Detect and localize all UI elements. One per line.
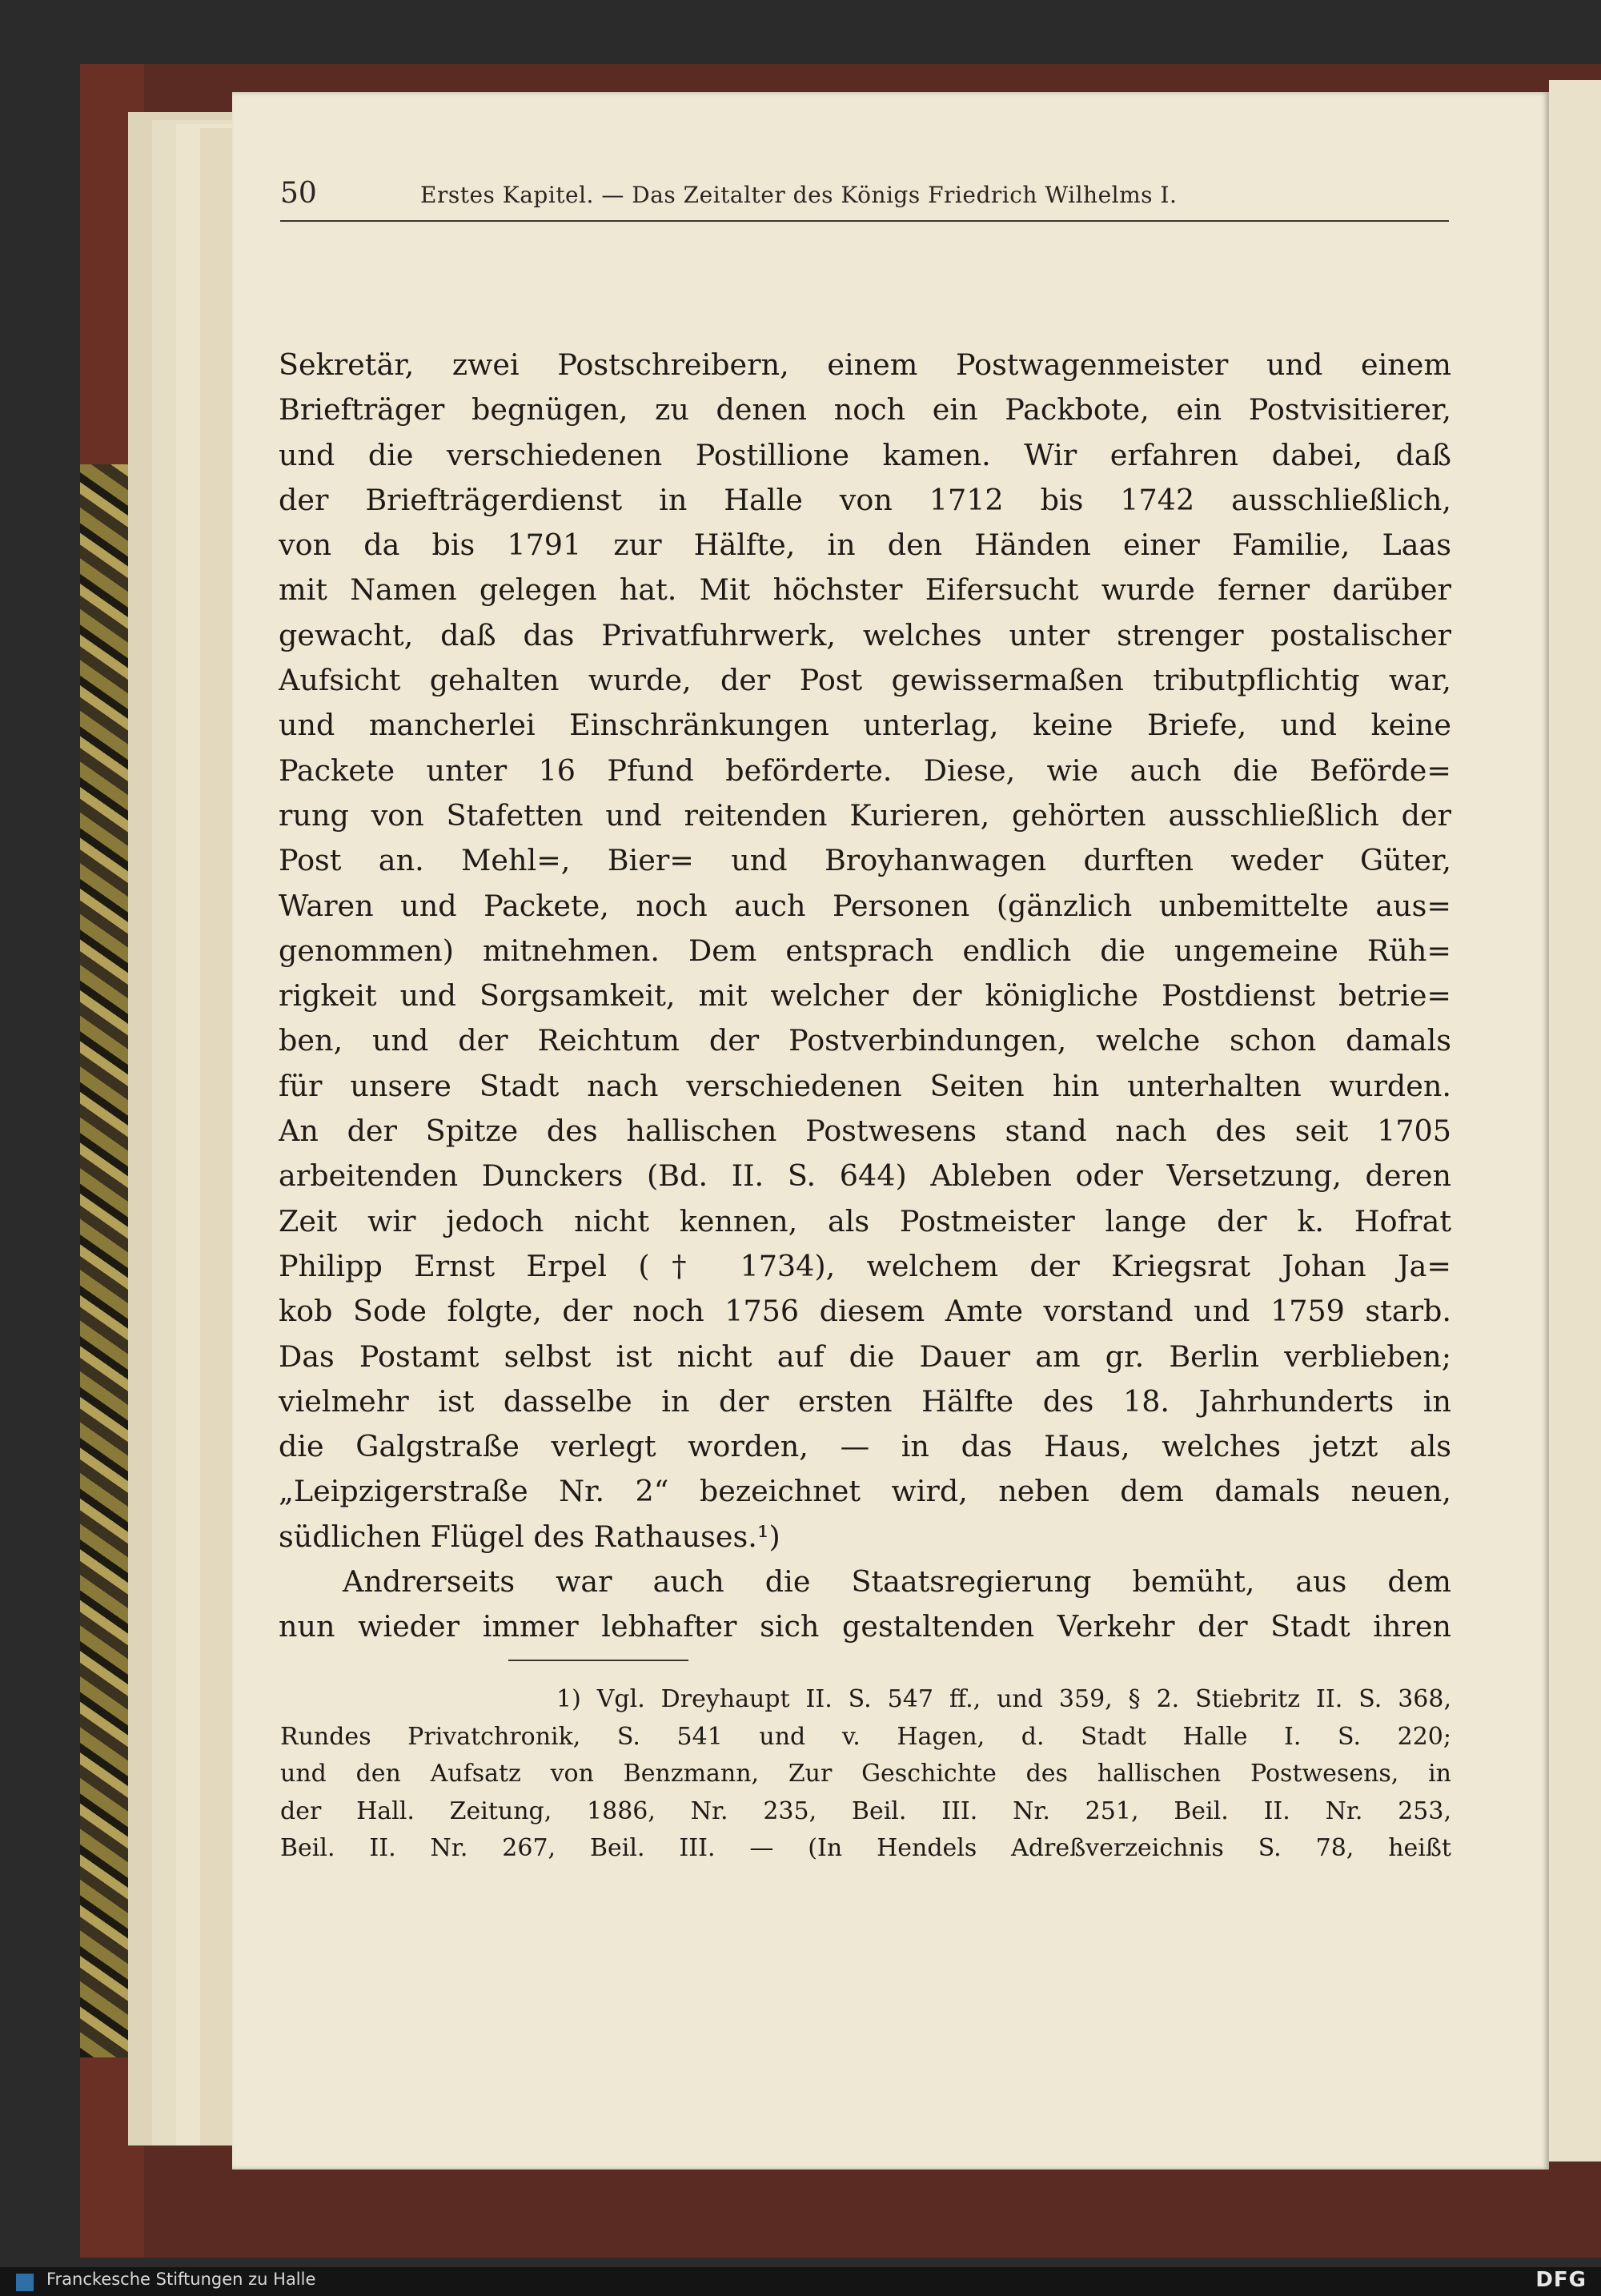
text-line: rigkeit und Sorgsamkeit, mit welcher der königliche Postdienst betrie= xyxy=(279,978,1451,1014)
text-line: genommen) mitnehmen. Dem entsprach endlich die ungemeine Rüh= xyxy=(279,933,1451,968)
text-line: An der Spitze des hallischen Postwesens stand nach des seit 1705 xyxy=(279,1114,1451,1149)
text-line: für unsere Stadt nach verschiedenen Seiten hin unterhalten wurden. xyxy=(279,1068,1451,1103)
footnote-line: 1) Vgl. Dreyhaupt II. S. 547 ff., und 359, § 2. Stiebritz II. S. 368, xyxy=(556,1685,1451,1713)
text-line: rung von Stafetten und reitenden Kurieren, gehörten ausschließlich der xyxy=(279,797,1451,833)
institution-logo-icon xyxy=(16,2274,34,2291)
running-head: Erstes Kapitel. — Das Zeitalter des Königs Friedrich Wilhelms I. xyxy=(420,182,1178,208)
text-line: „Leipzigerstraße Nr. 2“ bezeichnet wird, neben dem damals neuen, xyxy=(279,1474,1451,1509)
text-line: Sekretär, zwei Postschreibern, einem Postwagenmeister und einem xyxy=(279,347,1451,382)
footnote-line: Beil. II. Nr. 267, Beil. III. — (In Hendels Adreßverzeichnis S. 78, heißt xyxy=(280,1834,1451,1862)
text-line: Zeit wir jedoch nicht kennen, als Postmeister lange der k. Hofrat xyxy=(279,1203,1451,1238)
page-header xyxy=(280,172,1449,222)
institution-name: Franckesche Stiftungen zu Halle xyxy=(46,2270,316,2289)
text-line: Aufsicht gehalten wurde, der Post gewissermaßen tributpflichtig war, xyxy=(279,663,1451,698)
text-line: von da bis 1791 zur Hälfte, in den Händen einer Familie, Laas xyxy=(279,528,1451,563)
dfg-logo: DFG xyxy=(1535,2268,1587,2292)
text-line: Packete unter 16 Pfund beförderte. Diese, wie auch die Beförde= xyxy=(279,753,1451,788)
text-line: und die verschiedenen Postillione kamen. Wir erfahren dabei, daß xyxy=(279,437,1451,472)
next-page-edge xyxy=(1549,80,1601,2162)
footnote-line: und den Aufsatz von Benzmann, Zur Geschichte des hallischen Postwesens, in xyxy=(280,1760,1451,1788)
text-line: arbeitenden Dunckers (Bd. II. S. 644) Ableben oder Versetzung, deren xyxy=(279,1158,1451,1194)
text-line: Briefträger begnügen, zu denen noch ein Packbote, ein Postvisitierer, xyxy=(279,392,1451,427)
body-text xyxy=(279,343,1451,1650)
text-line: nun wieder immer lebhafter sich gestaltenden Verkehr der Stadt ihren xyxy=(279,1609,1451,1644)
text-line: vielmehr ist dasselbe in der ersten Hälfte des 18. Jahrhunderts in xyxy=(279,1383,1451,1419)
footnote-rule xyxy=(508,1660,688,1661)
text-line: Das Postamt selbst ist nicht auf die Dauer am gr. Berlin verblieben; xyxy=(279,1339,1451,1374)
text-line: und mancherlei Einschränkungen unterlag, keine Briefe, und keine xyxy=(279,708,1451,743)
text-line: Post an. Mehl=, Bier= und Broyhanwagen durften weder Güter, xyxy=(279,843,1451,878)
text-line: der Briefträgerdienst in Halle von 1712 bis 1742 ausschließlich, xyxy=(279,482,1451,517)
text-line: südlichen Flügel des Rathauses.¹) xyxy=(279,1519,780,1554)
text-line: die Galgstraße verlegt worden, — in das Haus, welches jetzt als xyxy=(279,1429,1451,1464)
footnote-line: der Hall. Zeitung, 1886, Nr. 235, Beil. III. Nr. 251, Beil. II. Nr. 253, xyxy=(280,1796,1451,1825)
text-line: Philipp Ernst Erpel († 1734), welchem der Kriegsrat Johan Ja= xyxy=(279,1248,1451,1283)
text-line: ben, und der Reichtum der Postverbindungen, welche schon damals xyxy=(279,1023,1451,1058)
footnotes xyxy=(280,1681,1451,1868)
text-line: kob Sode folgte, der noch 1756 diesem Amte vorstand und 1759 starb. xyxy=(279,1294,1451,1329)
text-line: Andrerseits war auch die Staatsregierung bemüht, aus dem xyxy=(343,1564,1451,1600)
page-number: 50 xyxy=(280,177,317,210)
footnote-line: Rundes Privatchronik, S. 541 und v. Hagen, d. Stadt Halle I. S. 220; xyxy=(280,1722,1451,1751)
text-line: mit Namen gelegen hat. Mit höchster Eifersucht wurde ferner darüber xyxy=(279,572,1451,608)
text-line: Waren und Packete, noch auch Personen (gänzlich unbemittelte aus= xyxy=(279,888,1451,923)
text-line: gewacht, daß das Privatfuhrwerk, welches unter strenger postalischer xyxy=(279,617,1451,652)
